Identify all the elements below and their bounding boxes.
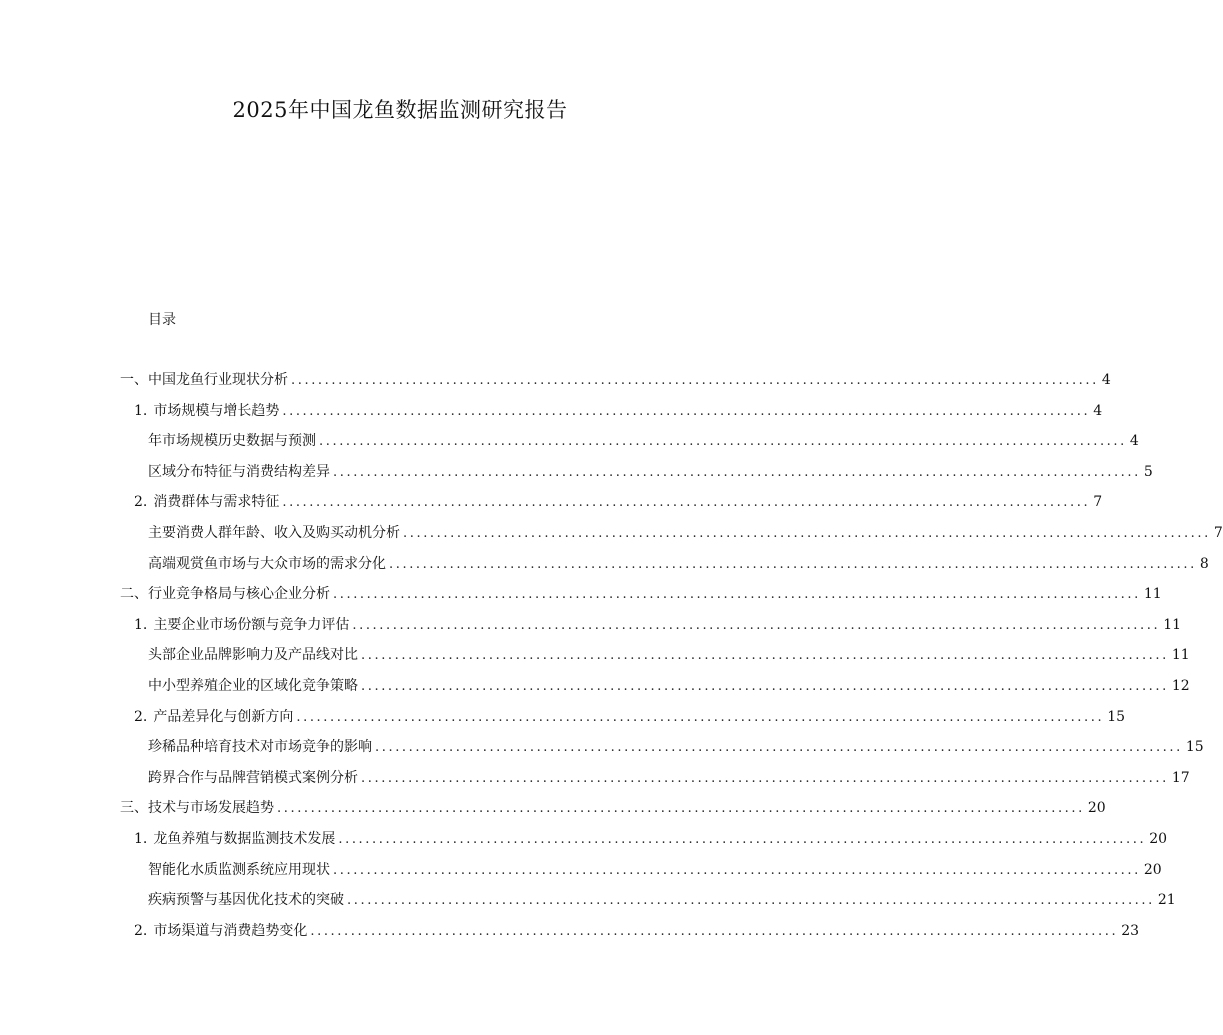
toc-entry[interactable] — [120, 645, 1190, 676]
toc-entry-page-number: 7 — [1093, 494, 1103, 511]
toc-entry[interactable] — [120, 401, 1103, 432]
table-of-contents — [120, 370, 1223, 951]
toc-dot-leader: ........................................................................................................................ — [403, 525, 1211, 541]
toc-entry[interactable] — [120, 523, 1223, 554]
toc-entry-label: 跨界合作与品牌营销模式案例分析 — [148, 769, 358, 786]
toc-dot-leader: ........................................................................................................................ — [282, 403, 1091, 419]
toc-entry[interactable] — [120, 768, 1190, 799]
toc-entry-label: 头部企业品牌影响力及产品线对比 — [148, 647, 358, 664]
toc-entry[interactable] — [120, 798, 1106, 829]
toc-dot-leader: ........................................................................................................................ — [310, 923, 1119, 939]
toc-entry-label: 智能化水质监测系统应用现状 — [148, 861, 330, 878]
toc-entry-page-number: 8 — [1199, 555, 1209, 572]
toc-entry-page-number: 11 — [1171, 647, 1190, 664]
toc-entry-page-number: 12 — [1171, 677, 1190, 694]
toc-entry-number: 2. — [134, 494, 148, 511]
toc-entry-label: 三、技术与市场发展趋势 — [120, 800, 274, 817]
toc-entry-label: 主要消费人群年龄、收入及购买动机分析 — [148, 524, 400, 541]
toc-entry[interactable] — [120, 431, 1139, 462]
toc-dot-leader: ........................................................................................................................ — [352, 617, 1161, 633]
toc-entry-page-number: 20 — [1143, 861, 1162, 878]
toc-entry[interactable] — [120, 707, 1126, 738]
toc-dot-leader: ........................................................................................................................ — [361, 678, 1169, 694]
document-title: 2025年中国龙鱼数据监测研究报告 — [232, 98, 568, 122]
toc-entry[interactable] — [120, 737, 1204, 768]
toc-dot-leader: ........................................................................................................................ — [282, 495, 1091, 511]
toc-dot-leader: ........................................................................................................................ — [333, 464, 1141, 480]
toc-dot-leader: ........................................................................................................................ — [319, 434, 1127, 450]
toc-entry-page-number: 15 — [1185, 739, 1204, 756]
toc-entry[interactable] — [120, 676, 1190, 707]
toc-entry-page-number: 21 — [1157, 892, 1176, 909]
toc-dot-leader: ........................................................................................................................ — [375, 740, 1183, 756]
toc-entry-page-number: 17 — [1171, 769, 1190, 786]
toc-entry-label: 产品差异化与创新方向 — [153, 708, 294, 725]
toc-entry-label: 高端观赏鱼市场与大众市场的需求分化 — [148, 555, 386, 572]
toc-entry[interactable] — [120, 370, 1111, 401]
toc-entry-number: 2. — [134, 708, 148, 725]
toc-entry-page-number: 4 — [1129, 433, 1139, 450]
toc-entry[interactable] — [120, 584, 1162, 615]
toc-entry-page-number: 15 — [1107, 708, 1126, 725]
toc-entry-page-number: 5 — [1143, 463, 1153, 480]
toc-dot-leader: ........................................................................................................................ — [361, 770, 1169, 786]
toc-entry-number: 2. — [134, 922, 148, 939]
toc-entry-page-number: 23 — [1121, 922, 1140, 939]
toc-entry[interactable] — [120, 492, 1103, 523]
toc-entry-label: 消费群体与需求特征 — [153, 494, 280, 511]
toc-entry-label: 市场规模与增长趋势 — [153, 402, 280, 419]
toc-entry-label: 主要企业市场份额与竞争力评估 — [153, 616, 350, 633]
toc-dot-leader: ........................................................................................................................ — [333, 587, 1141, 603]
toc-entry-label: 区域分布特征与消费结构差异 — [148, 463, 330, 480]
toc-entry[interactable] — [120, 860, 1162, 891]
toc-dot-leader: ........................................................................................................................ — [389, 556, 1197, 572]
toc-entry[interactable] — [120, 890, 1176, 921]
toc-entry-label: 中小型养殖企业的区域化竞争策略 — [148, 677, 358, 694]
toc-entry[interactable] — [120, 615, 1182, 646]
toc-entry[interactable] — [120, 462, 1153, 493]
toc-entry-label: 市场渠道与消费趋势变化 — [153, 922, 308, 939]
toc-entry-page-number: 20 — [1087, 800, 1106, 817]
toc-dot-leader: ........................................................................................................................ — [347, 893, 1155, 909]
toc-entry-label: 二、行业竞争格局与核心企业分析 — [120, 586, 330, 603]
toc-entry-page-number: 11 — [1143, 586, 1162, 603]
toc-entry-page-number: 11 — [1163, 616, 1182, 633]
toc-dot-leader: ........................................................................................................................ — [333, 862, 1141, 878]
toc-entry-page-number: 7 — [1213, 524, 1223, 541]
toc-entry-label: 疾病预警与基因优化技术的突破 — [148, 892, 344, 909]
toc-entry-label: 一、中国龙鱼行业现状分析 — [120, 372, 288, 388]
toc-dot-leader: ........................................................................................................................ — [277, 801, 1085, 817]
toc-dot-leader: ........................................................................................................................ — [361, 648, 1169, 664]
toc-entry[interactable] — [120, 829, 1168, 860]
toc-entry-label: 年市场规模历史数据与预测 — [148, 433, 316, 450]
toc-entry-number: 1. — [134, 616, 148, 633]
toc-dot-leader: ........................................................................................................................ — [296, 709, 1105, 725]
toc-entry-page-number: 4 — [1101, 372, 1111, 388]
toc-entry-label: 龙鱼养殖与数据监测技术发展 — [153, 830, 336, 847]
toc-entry[interactable] — [120, 921, 1140, 952]
toc-heading: 目录 — [148, 312, 176, 328]
toc-entry-page-number: 4 — [1093, 402, 1103, 419]
toc-dot-leader: ........................................................................................................................ — [338, 831, 1147, 847]
toc-entry-label: 珍稀品种培育技术对市场竞争的影响 — [148, 739, 372, 756]
toc-entry[interactable] — [120, 554, 1209, 585]
toc-entry-number: 1. — [134, 402, 148, 419]
toc-entry-number: 1. — [134, 830, 148, 847]
toc-entry-page-number: 20 — [1149, 830, 1168, 847]
toc-dot-leader: ........................................................................................................................ — [291, 373, 1099, 388]
